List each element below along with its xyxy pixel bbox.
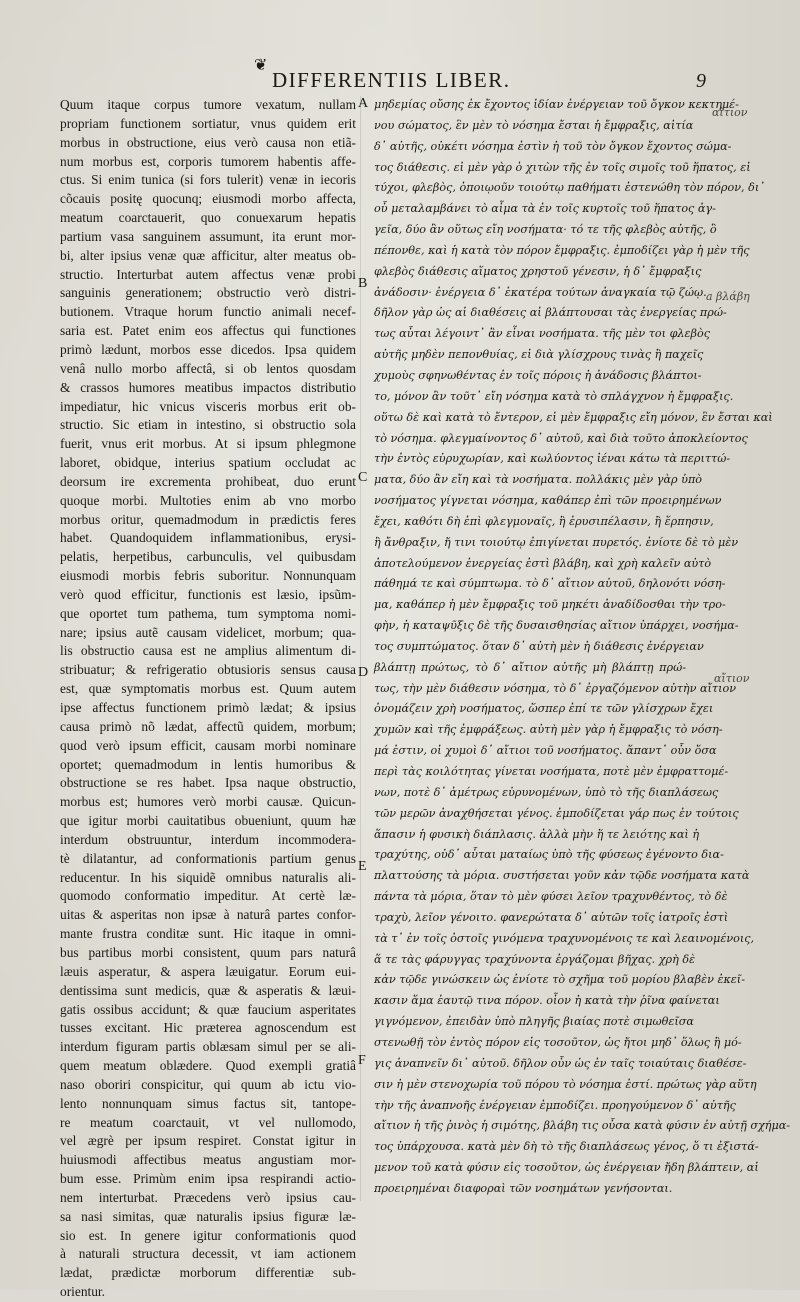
text-line: στενωθῇ τὸν ἐντὸς πόρον εἰς τοσοῦτον, ὡς ἤτοι μηδ᾽ ὅλως ἢ μό- (374, 1035, 742, 1049)
text-line: morbus oritur, quemadmodum in prædictis feres (60, 511, 356, 527)
text-line: causa primò nõ lædat, affectũ quidem, morbum; (60, 718, 356, 734)
text-line: μενον τοῦ κατὰ φύσιν εἰς τοσοῦτον, ὡς ἐνέργειαν ἤδη βλάπτειν, αἱ (374, 1161, 759, 1175)
text-line: μά ἐστιν, οἱ χυμοὶ δ᾽ αἴτιοι τοῦ νοσήματος. ἅπαντ᾽ οὖν ὅσα (374, 744, 717, 758)
text-line: νου σώματος, ἓν μὲν τὸ νόσημα ἔσται ἡ ἔμφραξις, αἰτία (374, 118, 694, 132)
text-line: βλάπτῃ πρώτως, τὸ δ᾽ αἴτιον αὐτῆς μὴ βλάπτῃ πρώ- (374, 660, 686, 674)
section-letter-f: F (358, 1053, 366, 1068)
latin-text-column (60, 96, 356, 1302)
section-letter-c: C (358, 470, 368, 485)
text-line: lædat, prædictæ morborum differentiæ sub- (60, 1265, 356, 1281)
text-line: ὀνομάζειν χρὴ νοσήματος, ὥσπερ ἐπί τε τῶν γλίσχρων ἔχει (374, 702, 714, 716)
text-line: ipse affectus functionem primò lædat; & ipsius (60, 700, 356, 715)
page-title: DIFFERENTIIS LIBER. (272, 68, 511, 92)
text-line: πάθημά τε καὶ σύμπτωμα. τὸ δ᾽ αἴτιον αὐτοῦ, δηλονότι νόση- (374, 577, 726, 591)
text-line: ἔχει, καθότι δὴ ἐπὶ φλεγμοναῖς, ἢ ἐρυσιπέλασιν, ἢ ἕρπησιν, (374, 514, 714, 528)
text-line: interdum obstruuntur, interdum incommodera- (60, 831, 356, 847)
text-line: ἀνάδοσιν· ἐνέργεια δ᾽ ἑκατέρα τούτων ἀναγκαία τῷ ζώῳ. (374, 285, 707, 299)
text-line: bum esse. Primùm enim ipsa respirandi actio- (60, 1171, 356, 1187)
text-line: tè dilatantur, ad conformationis partium genus (60, 850, 356, 866)
text-line: ctus. Si enim tunica (si fors tulerit) venæ in iecoris (60, 172, 356, 188)
text-line: quoque morbi. Multoties enim ab vno morbo (60, 492, 356, 508)
text-line: re meatum coarctauit, vt vel nullomodo, (60, 1114, 356, 1130)
text-line: φλεβὸς διάθεσις αἵματος χρηστοῦ γένεσιν, ἡ δ᾽ ἔμφραξις (374, 264, 702, 278)
text-line: το, μόνον ἂν τοῦτ᾽ εἴη νόσημα κατὰ τὸ σπλάγχνον ἡ ἔμφραξις. (374, 389, 734, 403)
text-line: quod verò ipsum efficit, causam morbi nominare (60, 737, 356, 753)
text-line: τος συμπτώματος. ὅταν δ᾽ αὐτὴ μὲν ἡ διάθεσις ἐνέργειαν (374, 639, 704, 653)
text-line: σιν ἡ μὲν στενοχωρία τοῦ πόρου τὸ νόσημα ἐστί. πρώτως γὰρ αὕτη (374, 1077, 757, 1091)
text-line: fuerit, vnus erit morbus. At si ipsum phlegmone (60, 436, 356, 452)
text-line: φὴν, ἡ καταψῦξις δὲ τῆς δυσαισθησίας αἴτιον ὑπάρχει, νοσήμα- (374, 619, 739, 633)
text-line: que igitur morbi cauitatibus obueniunt, quum hæ (60, 813, 356, 829)
text-line: πέπονθε, καὶ ἡ κατὰ τὸν πόρον ἔμφραξις. ἐμποδίζει γὰρ ἡ μὲν τῆς (374, 243, 750, 257)
text-line: morbus in obstructione, eius verò causa non etiã- (60, 134, 356, 150)
text-line: verò quod efficitur, functionis est læsio, ipsũm- (60, 586, 356, 602)
text-line: κἀν τῷδε γινώσκειν ὡς ἐνίοτε τὸ σχῆμα τοῦ μορίου βλαβὲν ἐκεῖ- (374, 973, 745, 987)
text-line: mante frustra conditæ sunt. Hic itaque in omni- (60, 926, 356, 942)
text-line: bi, alter ipsius venæ quæ afficitur, alter meatus ob- (60, 247, 356, 263)
text-line: sa nasi simitas, quæ naturalis ipsius figuræ læ- (60, 1208, 356, 1224)
text-line: τραχὺ, λεῖον γένοιτο. φανερώτατα δ᾽ αὐτῶν τοῖς ἰατροῖς ἐστὶ (374, 910, 729, 924)
text-line: γις ἀναπνεῖν δι᾽ αὐτοῦ. δῆλον οὖν ὡς ἐν ταῖς τοιαύταις διαθέσε- (374, 1056, 747, 1070)
text-line: uitas & asperitas non ipsæ à naturâ partes confor- (60, 907, 356, 923)
text-line: habet. Quandoquidem inflammationibus, erysi- (60, 530, 356, 546)
text-line: propriam functionem sortiatur, vnus quidem erit (60, 115, 356, 131)
text-line: οὕτω δὲ καὶ κατὰ τὸ ἔντερον, εἰ μὲν ἔμφραξις εἴη μόνον, ἓν ἔσται καὶ (374, 410, 773, 424)
text-line: ἅπασιν ἡ φυσικὴ διάπλασις. ἀλλὰ μὴν ἥ τε λειότης καὶ ἡ (374, 827, 700, 841)
text-line: gatis ossibus accidunt; & quæ faucium asperitates (60, 1001, 356, 1017)
column-divider (360, 96, 361, 1201)
text-line: butionem. Vtraque horum functio animali necef- (60, 304, 356, 320)
text-line: vel ægrè per ipsum respiret. Constat igitur in (60, 1133, 356, 1149)
text-line: quomodo conformatio impeditur. At certè læ- (60, 888, 356, 904)
text-line: πλαττούσης τὰ μόρια. συστήσεται γοῦν κἀν τῷδε νοσήματα κατὰ (374, 869, 750, 883)
text-line: δῆλον γὰρ ὡς αἱ διαθέσεις αἱ βλάπτουσαι τὰς ἐνεργείας πρώ- (374, 306, 727, 320)
text-line: bus partibus morbi consistent, quum pars naturâ (60, 944, 356, 960)
text-line: orientur. (60, 1284, 105, 1300)
text-line: reducentur. In his siquidẽ omnibus naturalis ali- (60, 869, 356, 885)
text-line: saria est. Patet enim eos affectus qui functiones (60, 323, 356, 339)
text-line: δ᾽ αὐτῆς, οὐκέτι νόσημα ἐστὶν ἡ τοῦ τὸν ὄγκον ἔχοντος σώμα- (374, 139, 732, 153)
text-line: eiusmodi morbis febris suboritur. Nonnunquam (60, 568, 356, 584)
section-letter-d: D (358, 665, 369, 680)
text-line: obstructione se res habet. Ipsa naque obstructio, (60, 775, 356, 791)
text-line: naso oboriri conspicitur, qui quum ab ictu vio- (60, 1076, 356, 1092)
text-line: sio est. In genere igitur conformationis quod (60, 1227, 356, 1243)
text-line: & crassos humores meatibus impactos distributio (60, 379, 356, 395)
text-line: cõcauis positę quocunq; eiusmodi morbo affecta, (60, 191, 356, 207)
text-line: χυμοὺς σφηνωθέντας ἐν τοῖς πόροις ἡ ἀνάδοσις βλάπτοι- (374, 368, 702, 382)
text-line: οὗ μεταλαμβάνει τὸ αἷμα τὰ ἐν τοῖς κυρτοῖς τοῦ ἥπατος ἀγ- (374, 202, 716, 216)
text-line: tusses excitant. Hic præterea agnoscendum est (60, 1020, 356, 1036)
section-letter-e: E (358, 859, 367, 874)
text-line: τως αὗται λέγοιντ᾽ ἂν εἶναι νοσήματα. τῆς μὲν τοι φλεβὸς (374, 327, 710, 341)
text-line: structio. Interturbat autem affectus venæ probi (60, 266, 356, 282)
text-line: ματα, δύο ἂν εἴη καὶ τὰ νοσήματα. πολλάκις μὲν γὰρ ὑπὸ (374, 473, 703, 487)
text-line: κασιν ἅμα ἑαυτῷ τινα πόρον. οἷον ἡ κατὰ τὴν ῥῖνα φαίνεται (374, 994, 720, 1008)
text-line: structio. Sic etiam in intestino, si obstructio sola (60, 417, 356, 433)
text-line: partium vasa sanguinem assumunt, ita erunt mor- (60, 228, 356, 244)
text-line: μηδεμίας οὔσης ἐκ ἔχοντος ἰδίαν ἐνέργειαν τοῦ ὄγκον κεκτημέ- (374, 98, 739, 111)
text-line: τος ὑπάρχουσα. κατὰ μὲν δὴ τὸ τῆς διαπλάσεως γένος, ὅ τι ἐξιστά- (374, 1140, 759, 1154)
text-line: νων, ποτὲ δ᾽ ἀμέτρως εὐρυνομένων, ὑπὸ τὸ τῆς διαπλάσεως (374, 785, 719, 799)
text-line: primò lædunt, morbos esse dicedos. Ipsa quidem (60, 341, 356, 357)
text-line: oportet; quemadmodum in lentis humoribus & (60, 756, 356, 772)
text-line: que oportet tum pathema, tum symptoma nomi- (60, 605, 356, 621)
text-line: ἅ τε τὰς φάρυγγας τραχύνοντα ἐργάζομαι βῆχας. χρὴ δὲ (374, 952, 696, 966)
text-line: τύχοι, φλεβὸς, ὁποιῳοῦν τοιούτῳ παθήματι ἐστενώθη τὸν πόρον, δι᾽ (374, 181, 765, 195)
marginal-note: αἴτιον (712, 106, 748, 119)
text-line: ἢ ἄνθραξιν, ἤ τινι τοιούτῳ ἐπιγίνεται πυρετός. ἐνίοτε δὲ τὸ μὲν (374, 535, 739, 549)
text-line: τως, τὴν μὲν διάθεσιν νόσημα, τὸ δ᾽ ἐργαζόμενον αὐτὴν αἴτιον (374, 681, 736, 695)
text-line: sanguinis generationem; obstructio verò distri- (60, 285, 356, 301)
text-line: περὶ τὰς κοιλότητας γίνεται νοσήματα, ποτὲ μὲν ἐμφραττομέ- (374, 765, 729, 778)
page-number: 9 (696, 70, 706, 92)
text-line: deorsum ire excrementa prohibeat, duo erunt (60, 473, 356, 489)
text-line: χυμῶν καὶ τῆς ἐμφράξεως. αὐτὴ μὲν γὰρ ἡ ἔμφραξις τὸ νόση- (374, 723, 723, 737)
marginal-note: a βλάβη (706, 290, 750, 303)
text-line: lis obstructio causa est ne amplius alimentum di- (60, 643, 356, 659)
text-line: τὸ νόσημα. φλεγμαίνοντος δ᾽ αὐτοῦ, καὶ διὰ τοῦτο ἀποκλείοντος (374, 431, 748, 445)
text-line: est, quæ symptomatis morbus est. Quum autem (60, 681, 356, 697)
text-line: quem meatum oblædere. Quod exempli gratiâ (60, 1058, 356, 1074)
text-line: νοσήματος γίγνεται νόσημα, καθάπερ ἐπὶ τῶν προειρημένων (374, 494, 722, 508)
text-line: γιγνόμενον, ἐπειδὰν ὑπὸ πληγῆς βιαίας ποτὲ σιμωθεῖσα (374, 1015, 694, 1029)
text-line: interdum figuram partis oblæsam simul per se ali- (60, 1039, 356, 1055)
text-line: πάντα τὰ μόρια, ὅταν τὸ μὲν φύσει λεῖον τραχυνθέντος, τὸ δὲ (374, 890, 728, 904)
text-line: à naturali structura decessit, vt iam actionem (60, 1246, 356, 1262)
header-ornament: ❦ (254, 57, 268, 74)
text-line: nem interturbat. Præcedens verò ipsius cau- (60, 1189, 356, 1205)
section-letter-a: A (358, 96, 369, 111)
text-line: venâ nullo morbo affectâ, si ob lentos quosdam (60, 360, 356, 376)
text-line: τὴν ἐντὸς εὐρυχωρίαν, καὶ κωλύοντος ἰέναι κάτω τὰ περιττώ- (374, 452, 731, 466)
text-line: ἀποτελούμενον ἐνεργείας ἐστὶ βλάβη, καὶ χρὴ καλεῖν αὐτὸ (374, 556, 712, 570)
text-line: stribuatur; & refrigeratio obtusioris sensus causa (60, 662, 356, 678)
text-line: dentissima sunt medicis, quæ & asperatis & læui- (60, 982, 356, 998)
text-line: num morbus est, corporis tumorem habentis affe- (60, 153, 356, 169)
text-line: μα, καθάπερ ἡ μὲν ἔμφραξις τοῦ μηκέτι ἀναδίδοσθαι τὴν τρο- (374, 598, 726, 612)
text-line: lento nonnunquam simus factus sit, tantope- (60, 1095, 356, 1111)
text-line: meatum coarctauerit, quo conuexarum hepatis (60, 210, 356, 226)
text-line: impediatur, hic vnicus visceris morbus erit ob- (60, 398, 356, 414)
text-line: laboret, obidque, interius spatium occludat ac (60, 455, 356, 471)
text-line: γεῖα, δύο ἂν οὕτως εἴη νοσήματα· τό τε τῆς φλεβὸς αὐτῆς, ὃ (374, 223, 717, 237)
text-line: τὴν τῆς ἀναπνοῆς ἐνέργειαν ἐμποδίζει. προηγούμενον δ᾽ αὐτῆς (374, 1098, 736, 1112)
text-line: nare; ipsius autẽ causam videlicet, morbum; qua- (60, 624, 356, 640)
text-line: τῶν μερῶν ἀναχθήσεται γένος. ἐμποδίζεται γάρ πως ἐν τούτοις (374, 806, 739, 820)
text-line: προειρημέναι διαφοραὶ τῶν νοσημάτων γενήσονται. (374, 1181, 673, 1195)
text-line: τραχύτης, οὐδ᾽ αὗται ματαίως ὑπὸ τῆς φύσεως ἐγένοντο δια- (374, 848, 724, 862)
text-line: Quum itaque corpus tumore vexatum, nullam (60, 97, 356, 112)
text-line: τος διάθεσις. εἰ μὲν γὰρ ὁ χιτὼν τῆς ἐν τοῖς σιμοῖς τοῦ ἥπατος, εἰ (374, 160, 751, 174)
text-line: τὰ τ᾽ ἐν τοῖς ὀστοῖς γινόμενα τραχυνομένοις τε καὶ λεαινομένοις, (374, 931, 755, 945)
text-line: morbus est; humores verò morbi causæ. Quicun- (60, 794, 356, 810)
text-line: αἴτιον ἡ τῆς ῥινὸς ἡ σιμότης, βλάβη τις οὖσα κατὰ φύσιν ἐν αὐτῇ σχήμα- (374, 1119, 791, 1133)
text-line: huiusmodi affectibus meatus angustiam mor- (60, 1152, 356, 1168)
marginal-note: αἴτιον (714, 672, 750, 685)
section-letter-b: B (358, 276, 368, 291)
text-line: αὐτῆς μηδὲν πεπονθυίας, εἰ διὰ γλίσχρους τινὰς ἢ παχεῖς (374, 348, 704, 362)
text-line: pelatis, herpetibus, carbunculis, vel quibusdam (60, 549, 356, 565)
text-line: læuis asperatur, & aspera læuigatur. Eorum eui- (60, 963, 356, 979)
